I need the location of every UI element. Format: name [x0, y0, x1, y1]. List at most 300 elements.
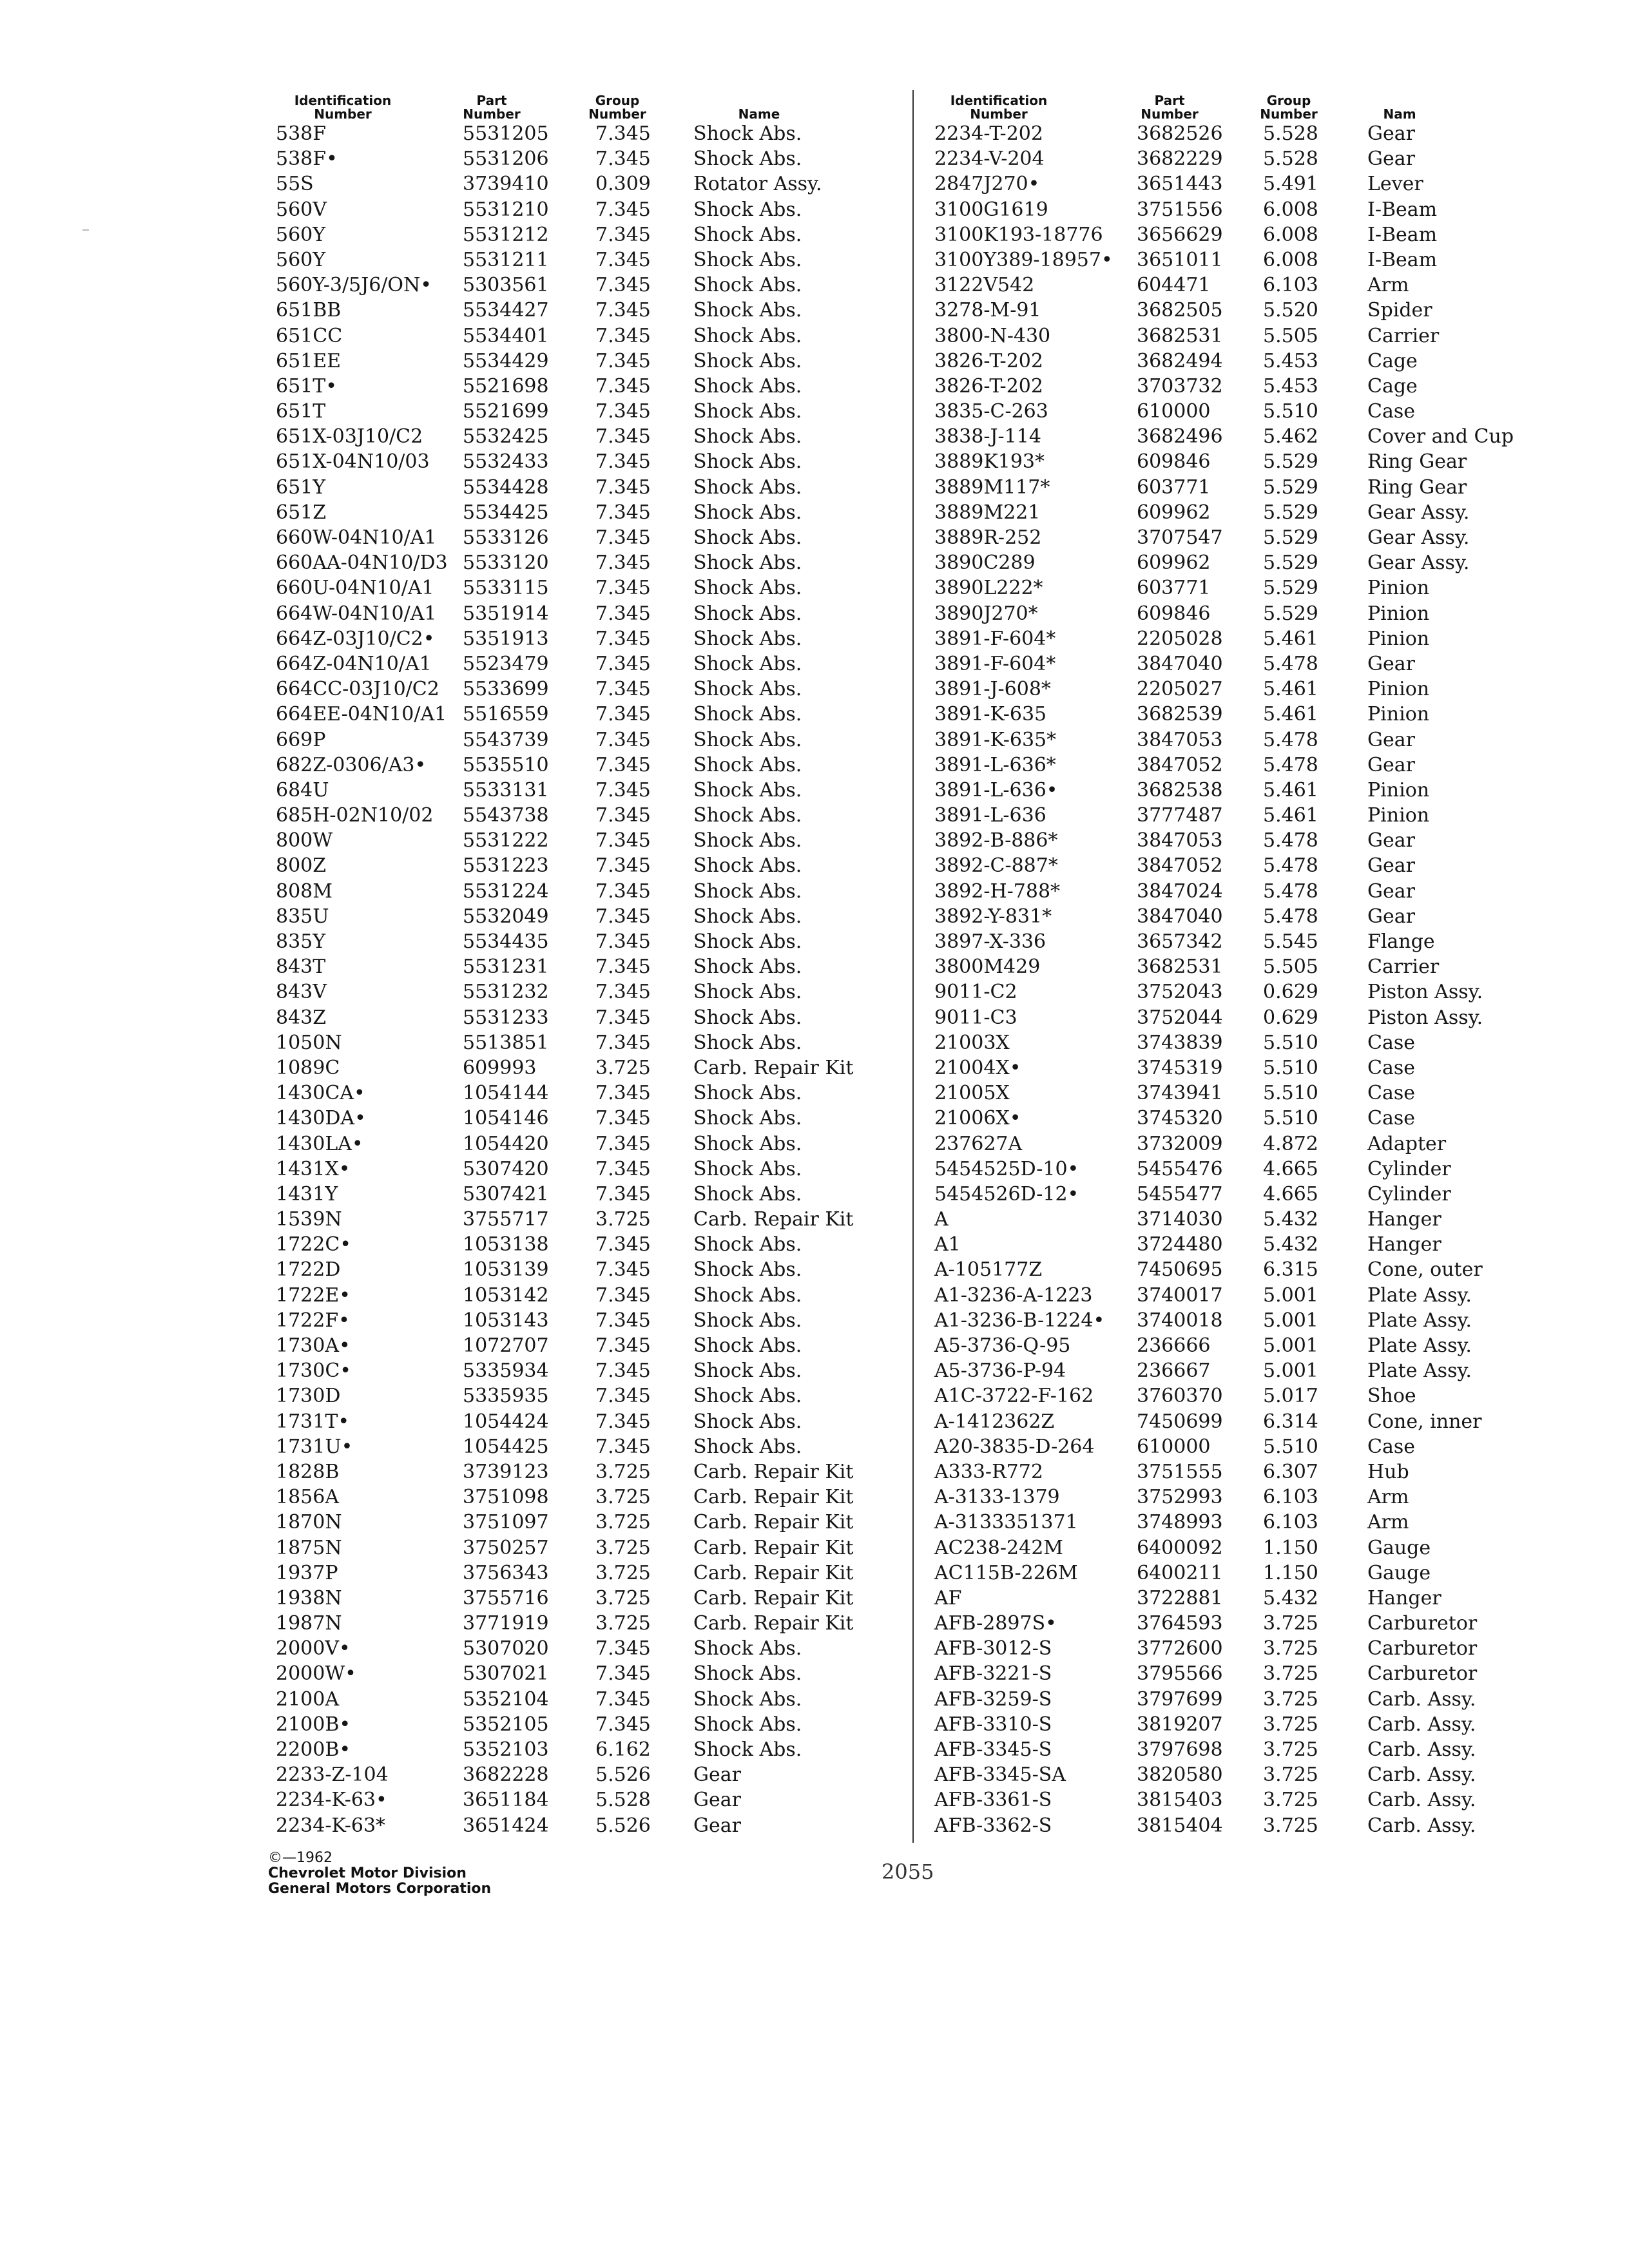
group-number: 7.345	[595, 148, 651, 171]
id-number: 1089C	[276, 1056, 340, 1079]
id-number: AC115B-226M	[934, 1561, 1078, 1584]
part-name: Arm	[1367, 274, 1409, 297]
group-number: 3.725	[1263, 1713, 1318, 1736]
group-number: 7.345	[595, 829, 651, 852]
id-number: 3891-L-636*	[934, 753, 1056, 776]
header-group-number: Group Number	[1260, 93, 1318, 122]
part-name: Shock Abs.	[693, 778, 802, 802]
part-number: 3777487	[1137, 804, 1223, 827]
part-name: Shock Abs.	[693, 1713, 802, 1736]
part-number: 5307421	[463, 1182, 549, 1206]
part-number: 5352104	[463, 1687, 549, 1711]
id-number: 3889M221	[934, 501, 1041, 524]
group-number: 5.510	[1263, 1435, 1318, 1458]
group-number: 5.529	[1263, 501, 1318, 524]
id-number: 651Y	[276, 476, 326, 499]
margin-mark	[82, 229, 89, 231]
part-number: 3756343	[463, 1561, 549, 1584]
part-number: 5543739	[463, 728, 549, 751]
group-number: 5.505	[1263, 956, 1318, 979]
group-number: 5.510	[1263, 1107, 1318, 1130]
part-name: Shock Abs.	[693, 223, 802, 246]
id-number: 3890L222*	[934, 577, 1043, 600]
group-number: 7.345	[595, 1334, 651, 1357]
group-number: 3.725	[595, 1586, 651, 1610]
part-number: 5534435	[463, 930, 549, 953]
part-number: 3752044	[1137, 1006, 1223, 1029]
part-name: Shock Abs.	[693, 804, 802, 827]
id-number: 2000W•	[276, 1662, 356, 1686]
part-number: 6400092	[1137, 1536, 1223, 1559]
group-number: 5.510	[1263, 1031, 1318, 1054]
part-number: 3819207	[1137, 1713, 1223, 1736]
part-number: 3739410	[463, 173, 549, 196]
part-name: Shock Abs.	[693, 1334, 802, 1357]
part-name: Cone, inner	[1367, 1410, 1482, 1433]
part-name: Shock Abs.	[693, 1435, 802, 1458]
id-number: 1430CA•	[276, 1082, 365, 1105]
id-number: 9011-C2	[934, 981, 1017, 1004]
id-number: 560Y	[276, 248, 326, 271]
part-number: 3651184	[463, 1789, 549, 1812]
group-number: 7.345	[595, 1157, 651, 1180]
part-number: 3745319	[1137, 1056, 1223, 1079]
part-number: 3750257	[463, 1536, 549, 1559]
group-number: 5.461	[1263, 804, 1318, 827]
id-number: 1987N	[276, 1612, 342, 1635]
group-number: 3.725	[595, 1486, 651, 1509]
part-number: 3682539	[1137, 703, 1223, 726]
group-number: 5.545	[1263, 930, 1318, 953]
part-number: 3739123	[463, 1460, 549, 1483]
part-name: Shock Abs.	[693, 400, 802, 423]
part-number: 5534428	[463, 476, 549, 499]
id-number: A-105177Z	[934, 1258, 1043, 1282]
id-number: 5454526D-12•	[934, 1182, 1079, 1206]
part-number: 3751556	[1137, 198, 1223, 221]
part-number: 609962	[1137, 501, 1211, 524]
part-name: Gauge	[1367, 1536, 1431, 1559]
group-number: 7.345	[595, 552, 651, 575]
part-number: 5534427	[463, 299, 549, 322]
part-number: 3682228	[463, 1763, 549, 1787]
header-part-number: Part Number	[1141, 93, 1199, 122]
group-number: 5.017	[1263, 1385, 1318, 1408]
group-number: 7.345	[595, 602, 651, 625]
part-name: Shock Abs.	[693, 1082, 802, 1105]
part-number: 5533699	[463, 678, 549, 701]
publisher-footer	[268, 1850, 491, 1897]
group-number: 7.345	[595, 1283, 651, 1307]
part-name: Piston Assy.	[1367, 981, 1483, 1004]
part-number: 3722881	[1137, 1586, 1223, 1610]
id-number: 651X-03J10/C2	[276, 425, 423, 448]
part-number: 3682229	[1137, 148, 1223, 171]
id-number: AFB-3310-S	[934, 1713, 1052, 1736]
id-number: 3889R-252	[934, 526, 1042, 549]
group-number: 6.103	[1263, 1511, 1318, 1534]
part-number: 3651011	[1137, 248, 1223, 271]
id-number: 3892-Y-831*	[934, 905, 1052, 928]
id-number: 2233-Z-104	[276, 1763, 389, 1787]
part-number: 5523479	[463, 652, 549, 675]
group-number: 5.461	[1263, 703, 1318, 726]
part-number: 5535510	[463, 753, 549, 776]
group-number: 5.453	[1263, 349, 1318, 372]
id-number: 3278-M-91	[934, 299, 1041, 322]
group-number: 3.725	[595, 1536, 651, 1559]
id-number: 651CC	[276, 324, 343, 347]
part-number: 5521699	[463, 400, 549, 423]
part-number: 5531222	[463, 829, 549, 852]
part-number: 3751098	[463, 1486, 549, 1509]
part-number: 604471	[1137, 274, 1211, 297]
part-number: 3847024	[1137, 879, 1223, 903]
group-number: 7.345	[595, 450, 651, 474]
part-number: 5455477	[1137, 1182, 1223, 1206]
part-name: Gear	[1367, 753, 1415, 776]
id-number: 3890C289	[934, 552, 1036, 575]
id-number: 3892-C-887*	[934, 854, 1058, 878]
part-name: Case	[1367, 1082, 1415, 1105]
id-number: AFB-3221-S	[934, 1662, 1052, 1686]
group-number: 3.725	[1263, 1687, 1318, 1711]
header-group-number: Group Number	[588, 93, 646, 122]
part-number: 3847052	[1137, 854, 1223, 878]
group-number: 6.008	[1263, 223, 1318, 246]
part-name: Cover and Cup	[1367, 425, 1514, 448]
part-name: Gear	[693, 1789, 741, 1812]
group-number: 7.345	[595, 425, 651, 448]
id-number: 3889K193*	[934, 450, 1045, 474]
part-number: 5531224	[463, 879, 549, 903]
part-name: Pinion	[1367, 627, 1430, 650]
group-number: 7.345	[595, 1182, 651, 1206]
part-name: Shock Abs.	[693, 930, 802, 953]
group-number: 7.345	[595, 1385, 651, 1408]
group-number: 7.345	[595, 1006, 651, 1029]
part-name: Arm	[1367, 1486, 1409, 1509]
part-name: Shock Abs.	[693, 1738, 802, 1761]
part-name: Shock Abs.	[693, 1385, 802, 1408]
part-name: Carb. Assy.	[1367, 1738, 1476, 1761]
part-number: 5335935	[463, 1385, 549, 1408]
part-name: Shock Abs.	[693, 1258, 802, 1282]
id-number: 1430DA•	[276, 1107, 366, 1130]
id-number: A	[934, 1208, 949, 1231]
part-name: Carrier	[1367, 956, 1440, 979]
group-number: 5.432	[1263, 1586, 1318, 1610]
id-number: 1937P	[276, 1561, 338, 1584]
part-name: Arm	[1367, 1511, 1409, 1534]
part-name: Shock Abs.	[693, 1360, 802, 1383]
part-number: 609993	[463, 1056, 537, 1079]
id-number: 1875N	[276, 1536, 342, 1559]
part-name: Shock Abs.	[693, 1031, 802, 1054]
part-number: 5533120	[463, 552, 549, 575]
group-number: 5.478	[1263, 854, 1318, 878]
group-number: 7.345	[595, 1258, 651, 1282]
part-name: Carb. Assy.	[1367, 1789, 1476, 1812]
group-number: 5.526	[595, 1814, 651, 1837]
id-number: 835U	[276, 905, 329, 928]
part-number: 3847052	[1137, 753, 1223, 776]
part-name: Shock Abs.	[693, 1283, 802, 1307]
id-number: A333-R772	[934, 1460, 1043, 1483]
part-number: 603771	[1137, 476, 1211, 499]
part-name: Plate Assy.	[1367, 1283, 1472, 1307]
part-number: 5534429	[463, 349, 549, 372]
part-number: 1054144	[463, 1082, 549, 1105]
part-number: 5531232	[463, 981, 549, 1004]
group-number: 7.345	[595, 879, 651, 903]
part-name: Carb. Repair Kit	[693, 1460, 854, 1483]
id-number: 651T	[276, 400, 326, 423]
group-number: 0.629	[1263, 981, 1318, 1004]
part-number: 3651424	[463, 1814, 549, 1837]
group-number: 3.725	[1263, 1637, 1318, 1660]
part-number: 3847040	[1137, 652, 1223, 675]
id-number: 21004X•	[934, 1056, 1021, 1079]
part-name: Shock Abs.	[693, 1006, 802, 1029]
id-number: 682Z-0306/A3•	[276, 753, 427, 776]
part-number: 3797699	[1137, 1687, 1223, 1711]
id-number: 843Z	[276, 1006, 327, 1029]
part-name: Shock Abs.	[693, 198, 802, 221]
group-number: 7.345	[595, 476, 651, 499]
group-number: 7.345	[595, 905, 651, 928]
group-number: 6.103	[1263, 274, 1318, 297]
group-number: 7.345	[595, 1435, 651, 1458]
id-number: 3122V542	[934, 274, 1035, 297]
group-number: 4.665	[1263, 1157, 1318, 1180]
part-number: 3682526	[1137, 122, 1223, 145]
part-number: 5532425	[463, 425, 549, 448]
part-name: Shock Abs.	[693, 1132, 802, 1155]
part-number: 5513851	[463, 1031, 549, 1054]
part-number: 5352105	[463, 1713, 549, 1736]
part-name: Shock Abs.	[693, 1662, 802, 1686]
part-number: 236667	[1137, 1360, 1211, 1383]
id-number: 1828B	[276, 1460, 340, 1483]
part-number: 3772600	[1137, 1637, 1223, 1660]
id-number: 3897-X-336	[934, 930, 1046, 953]
group-number: 3.725	[1263, 1789, 1318, 1812]
id-number: 538F•	[276, 148, 338, 171]
part-number: 1054424	[463, 1410, 549, 1433]
part-name: Hanger	[1367, 1586, 1441, 1610]
id-number: 651X-04N10/03	[276, 450, 430, 474]
part-name: Shock Abs.	[693, 1687, 802, 1711]
group-number: 7.345	[595, 1410, 651, 1433]
part-name: Cage	[1367, 349, 1418, 372]
part-name: Shock Abs.	[693, 299, 802, 322]
group-number: 1.150	[1263, 1536, 1318, 1559]
part-number: 3760370	[1137, 1385, 1223, 1408]
part-number: 5303561	[463, 274, 549, 297]
part-name: Gear	[693, 1814, 741, 1837]
id-number: 3800-N-430	[934, 324, 1051, 347]
id-number: 560Y-3/5J6/ON•	[276, 274, 432, 297]
column-divider	[912, 90, 914, 1843]
part-number: 3847053	[1137, 728, 1223, 751]
part-number: 5531223	[463, 854, 549, 878]
part-name: Gear	[1367, 854, 1415, 878]
part-name: Lever	[1367, 173, 1423, 196]
id-number: A-3133-1379	[934, 1486, 1060, 1509]
part-name: Gear	[1367, 879, 1415, 903]
id-number: 3891-F-604*	[934, 652, 1056, 675]
part-name: Carb. Repair Kit	[693, 1208, 854, 1231]
part-number: 3682496	[1137, 425, 1223, 448]
part-name: Carb. Assy.	[1367, 1713, 1476, 1736]
part-name: Cone, outer	[1367, 1258, 1483, 1282]
part-name: Shock Abs.	[693, 122, 802, 145]
group-number: 5.510	[1263, 1082, 1318, 1105]
group-number: 3.725	[1263, 1814, 1318, 1837]
group-number: 5.478	[1263, 905, 1318, 928]
part-name: Carb. Repair Kit	[693, 1561, 854, 1584]
group-number: 7.345	[595, 400, 651, 423]
id-number: 1731U•	[276, 1435, 353, 1458]
part-number: 609846	[1137, 450, 1211, 474]
part-number: 3764593	[1137, 1612, 1223, 1635]
id-number: 1430LA•	[276, 1132, 363, 1155]
header-name: Name	[738, 106, 780, 122]
part-number: 5351914	[463, 602, 549, 625]
id-number: A-1412362Z	[934, 1410, 1055, 1433]
part-number: 3752993	[1137, 1486, 1223, 1509]
part-name: Plate Assy.	[1367, 1360, 1472, 1383]
part-number: 1054425	[463, 1435, 549, 1458]
part-name: Gear Assy.	[1367, 526, 1470, 549]
group-number: 5.510	[1263, 400, 1318, 423]
id-number: 669P	[276, 728, 326, 751]
id-number: 237627A	[934, 1132, 1023, 1155]
part-number: 3740017	[1137, 1283, 1223, 1307]
id-number: 664Z-04N10/A1	[276, 652, 432, 675]
group-number: 7.345	[595, 349, 651, 372]
part-number: 236666	[1137, 1334, 1211, 1357]
id-number: 651T•	[276, 374, 337, 398]
part-number: 3751097	[463, 1511, 549, 1534]
part-name: I-Beam	[1367, 198, 1438, 221]
id-number: 3100K193-18776	[934, 223, 1103, 246]
part-name: Shock Abs.	[693, 577, 802, 600]
part-name: Pinion	[1367, 577, 1430, 600]
part-name: Shock Abs.	[693, 1182, 802, 1206]
part-number: 5532433	[463, 450, 549, 474]
id-number: 560Y	[276, 223, 326, 246]
part-number: 3847040	[1137, 905, 1223, 928]
part-number: 5533115	[463, 577, 549, 600]
id-number: AF	[934, 1586, 962, 1610]
part-number: 5335934	[463, 1360, 549, 1383]
part-number: 3707547	[1137, 526, 1223, 549]
part-number: 5531206	[463, 148, 549, 171]
group-number: 7.345	[595, 956, 651, 979]
part-number: 5534401	[463, 324, 549, 347]
part-name: Case	[1367, 1107, 1415, 1130]
part-number: 3657342	[1137, 930, 1223, 953]
id-number: 1731T•	[276, 1410, 350, 1433]
group-number: 7.345	[595, 374, 651, 398]
part-name: Carb. Assy.	[1367, 1763, 1476, 1787]
part-name: Gauge	[1367, 1561, 1431, 1584]
part-name: I-Beam	[1367, 223, 1438, 246]
part-number: 2205027	[1137, 678, 1223, 701]
header-part-number: Part Number	[463, 93, 521, 122]
part-name: Shock Abs.	[693, 1309, 802, 1332]
group-number: 6.103	[1263, 1486, 1318, 1509]
part-number: 3651443	[1137, 173, 1223, 196]
id-number: 3838-J-114	[934, 425, 1041, 448]
group-number: 7.345	[595, 1031, 651, 1054]
part-name: Carb. Repair Kit	[693, 1511, 854, 1534]
group-number: 5.528	[1263, 122, 1318, 145]
part-number: 3745320	[1137, 1107, 1223, 1130]
part-name: Shock Abs.	[693, 324, 802, 347]
part-name: Gear	[1367, 122, 1415, 145]
group-number: 7.345	[595, 274, 651, 297]
group-number: 7.345	[595, 728, 651, 751]
part-number: 5533126	[463, 526, 549, 549]
part-number: 3682505	[1137, 299, 1223, 322]
id-number: 21005X	[934, 1082, 1010, 1105]
group-number: 0.309	[595, 173, 651, 196]
id-number: 3891-J-608*	[934, 678, 1051, 701]
group-number: 5.461	[1263, 627, 1318, 650]
id-number: 1431Y	[276, 1182, 338, 1206]
id-number: 3835-C-263	[934, 400, 1048, 423]
id-number: 1050N	[276, 1031, 342, 1054]
id-number: 538F	[276, 122, 327, 145]
part-name: Adapter	[1367, 1132, 1447, 1155]
part-number: 5531211	[463, 248, 549, 271]
part-name: Flange	[1367, 930, 1435, 953]
group-number: 5.529	[1263, 552, 1318, 575]
id-number: 5454525D-10•	[934, 1157, 1079, 1180]
group-number: 5.528	[1263, 148, 1318, 171]
group-number: 7.345	[595, 1662, 651, 1686]
part-name: Ring Gear	[1367, 450, 1467, 474]
group-number: 7.345	[595, 501, 651, 524]
part-name: Shock Abs.	[693, 981, 802, 1004]
id-number: 684U	[276, 778, 329, 802]
part-number: 3732009	[1137, 1132, 1223, 1155]
id-number: 3892-H-788*	[934, 879, 1061, 903]
part-name: Shock Abs.	[693, 879, 802, 903]
part-name: Case	[1367, 400, 1415, 423]
id-number: 664EE-04N10/A1	[276, 703, 447, 726]
part-number: 3797698	[1137, 1738, 1223, 1761]
group-number: 5.529	[1263, 526, 1318, 549]
part-name: Plate Assy.	[1367, 1334, 1472, 1357]
part-number: 3740018	[1137, 1309, 1223, 1332]
group-number: 5.520	[1263, 299, 1318, 322]
group-number: 5.001	[1263, 1309, 1318, 1332]
group-number: 5.478	[1263, 652, 1318, 675]
part-number: 3755716	[463, 1586, 549, 1610]
part-name: Shock Abs.	[693, 1637, 802, 1660]
part-name: Carb. Repair Kit	[693, 1612, 854, 1635]
id-number: 3889M117*	[934, 476, 1050, 499]
part-name: Pinion	[1367, 678, 1430, 701]
group-number: 6.008	[1263, 198, 1318, 221]
part-number: 3815403	[1137, 1789, 1223, 1812]
id-number: 1856A	[276, 1486, 340, 1509]
id-number: 664Z-03J10/C2•	[276, 627, 435, 650]
